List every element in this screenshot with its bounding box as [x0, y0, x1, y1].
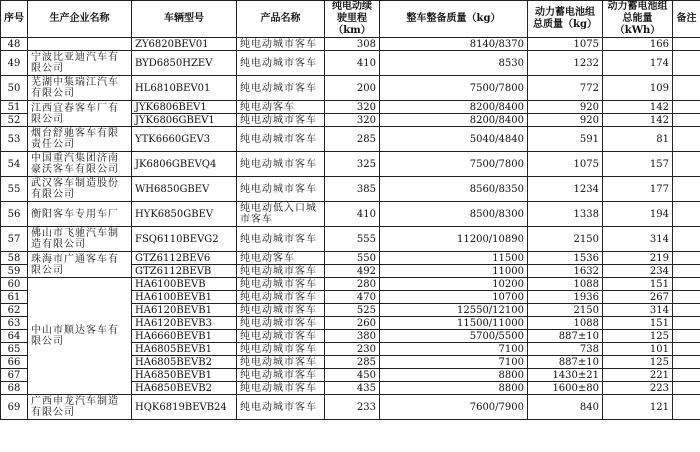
cell-remark	[673, 76, 700, 101]
cell-remark	[673, 101, 700, 114]
cell-model: HA6120BEVB3	[132, 317, 237, 330]
cell-range: 200	[325, 76, 380, 101]
cell-range: 410	[325, 51, 380, 76]
cell-product: 纯电动城市客车	[237, 265, 325, 278]
cell-maker: 芜湖中集瑞江汽车有限公司	[28, 76, 132, 101]
cell-remark	[673, 317, 700, 330]
cell-battery-energy: 234	[603, 265, 673, 278]
cell-battery-energy: 121	[603, 395, 673, 420]
cell-remark	[673, 152, 700, 177]
cell-product: 纯电动客车	[237, 252, 325, 265]
cell-product: 纯电动城市客车	[237, 38, 325, 51]
cell-model: HA6120BEVB1	[132, 304, 237, 317]
cell-seq: 54	[1, 152, 28, 177]
cell-range: 380	[325, 330, 380, 343]
cell-battery-energy: 151	[603, 317, 673, 330]
cell-mass: 10200	[380, 278, 528, 291]
cell-remark	[673, 177, 700, 202]
cell-battery-mass: 2150	[528, 227, 603, 252]
cell-battery-energy: 267	[603, 291, 673, 304]
cell-seq: 61	[1, 291, 28, 304]
header-battery-mass: 动力蓄电池组总质量（kg）	[528, 1, 603, 38]
cell-remark	[673, 252, 700, 265]
cell-range: 470	[325, 291, 380, 304]
table-row	[1, 101, 700, 114]
cell-maker: 武汉客车制造股份有限公司	[28, 177, 132, 202]
cell-mass: 7100	[380, 343, 528, 356]
cell-range: 550	[325, 252, 380, 265]
cell-maker: 烟台舒驰客车有限责任公司	[28, 127, 132, 152]
cell-product: 纯电动城市客车	[237, 291, 325, 304]
cell-product: 纯电动客车	[237, 101, 325, 114]
cell-battery-mass: 738	[528, 343, 603, 356]
cell-model: FSQ6110BEVG2	[132, 227, 237, 252]
cell-battery-energy: 125	[603, 330, 673, 343]
cell-battery-mass: 1075	[528, 38, 603, 51]
cell-seq: 60	[1, 278, 28, 291]
cell-battery-mass: 1088	[528, 317, 603, 330]
cell-battery-energy: 221	[603, 369, 673, 382]
cell-seq: 57	[1, 227, 28, 252]
cell-seq: 63	[1, 317, 28, 330]
cell-range: 285	[325, 356, 380, 369]
cell-product: 纯电动城市客车	[237, 395, 325, 420]
cell-model: JYK6806GBEV1	[132, 114, 237, 127]
cell-mass: 11500	[380, 252, 528, 265]
cell-battery-energy: 166	[603, 38, 673, 51]
cell-battery-energy: 219	[603, 252, 673, 265]
cell-range: 230	[325, 343, 380, 356]
cell-model: HA6850BEVB2	[132, 382, 237, 395]
cell-model: WH6850GBEV	[132, 177, 237, 202]
header-row	[1, 1, 700, 38]
cell-seq: 58	[1, 252, 28, 265]
cell-range: 260	[325, 317, 380, 330]
cell-battery-mass: 1632	[528, 265, 603, 278]
table-row	[1, 38, 700, 51]
cell-battery-energy: 125	[603, 356, 673, 369]
cell-mass: 8530	[380, 51, 528, 76]
cell-model: HQK6819BEVB24	[132, 395, 237, 420]
table-row	[1, 51, 700, 76]
cell-mass: 5040/4840	[380, 127, 528, 152]
cell-product: 纯电动城市客车	[237, 177, 325, 202]
cell-battery-mass: 1075	[528, 152, 603, 177]
cell-battery-mass: 887±10	[528, 356, 603, 369]
cell-battery-mass: 2150	[528, 304, 603, 317]
cell-battery-mass: 1232	[528, 51, 603, 76]
cell-remark	[673, 38, 700, 51]
cell-product: 纯电动城市客车	[237, 304, 325, 317]
cell-maker: 衡阳客车专用车厂	[28, 202, 132, 227]
cell-model: HA6660BEVB1	[132, 330, 237, 343]
cell-product: 纯电动城市客车	[237, 317, 325, 330]
cell-product: 纯电动城市客车	[237, 369, 325, 382]
table-row	[1, 252, 700, 265]
cell-remark	[673, 382, 700, 395]
cell-mass: 8560/8350	[380, 177, 528, 202]
cell-battery-energy: 142	[603, 101, 673, 114]
cell-mass: 7100	[380, 356, 528, 369]
cell-range: 525	[325, 304, 380, 317]
cell-remark	[673, 291, 700, 304]
cell-product: 纯电动城市客车	[237, 152, 325, 177]
table-body	[1, 38, 700, 420]
cell-battery-mass: 840	[528, 395, 603, 420]
cell-mass: 8140/8370	[380, 38, 528, 51]
cell-seq: 69	[1, 395, 28, 420]
cell-remark	[673, 369, 700, 382]
header-remark: 备注	[673, 1, 700, 38]
cell-maker: 中山市顺达客车有限公司	[28, 278, 132, 395]
cell-mass: 11200/10890	[380, 227, 528, 252]
cell-range: 555	[325, 227, 380, 252]
cell-battery-energy: 109	[603, 76, 673, 101]
cell-product: 纯电动城市客车	[237, 51, 325, 76]
header-battery-energy: 动力蓄电池组总能量（kWh）	[603, 1, 673, 38]
cell-range: 410	[325, 202, 380, 227]
cell-seq: 64	[1, 330, 28, 343]
table-row	[1, 227, 700, 252]
cell-maker: 佛山市飞驰汽车制造有限公司	[28, 227, 132, 252]
cell-maker: 珠海市广通客车有限公司	[28, 252, 132, 278]
cell-model: JK6806GBEVQ4	[132, 152, 237, 177]
cell-model: JYK6806BEV1	[132, 101, 237, 114]
cell-remark	[673, 51, 700, 76]
cell-remark	[673, 395, 700, 420]
cell-range: 320	[325, 114, 380, 127]
cell-battery-mass: 1536	[528, 252, 603, 265]
cell-range: 233	[325, 395, 380, 420]
cell-remark	[673, 202, 700, 227]
cell-mass: 12550/12100	[380, 304, 528, 317]
cell-remark	[673, 330, 700, 343]
table-row	[1, 395, 700, 420]
cell-model: HA6850BEVB1	[132, 369, 237, 382]
cell-mass: 8500/8300	[380, 202, 528, 227]
table-row	[1, 278, 700, 291]
cell-model: HL6810BEV01	[132, 76, 237, 101]
table-row	[1, 127, 700, 152]
cell-seq: 67	[1, 369, 28, 382]
cell-battery-energy: 81	[603, 127, 673, 152]
cell-maker	[28, 38, 132, 51]
cell-battery-energy: 151	[603, 278, 673, 291]
cell-range: 325	[325, 152, 380, 177]
cell-product: 纯电动城市客车	[237, 330, 325, 343]
cell-product: 纯电动城市客车	[237, 227, 325, 252]
cell-battery-energy: 101	[603, 343, 673, 356]
cell-remark	[673, 114, 700, 127]
cell-range: 450	[325, 369, 380, 382]
header-mass: 整车整备质量（kg）	[380, 1, 528, 38]
cell-battery-energy: 142	[603, 114, 673, 127]
cell-product: 纯电动城市客车	[237, 382, 325, 395]
cell-maker: 宁波比亚迪汽车有限公司	[28, 51, 132, 76]
cell-range: 280	[325, 278, 380, 291]
cell-seq: 55	[1, 177, 28, 202]
cell-range: 308	[325, 38, 380, 51]
cell-seq: 66	[1, 356, 28, 369]
cell-mass: 7500/7800	[380, 152, 528, 177]
cell-model: YTK6660GEV3	[132, 127, 237, 152]
cell-seq: 49	[1, 51, 28, 76]
cell-seq: 53	[1, 127, 28, 152]
header-maker: 生产企业名称	[28, 1, 132, 38]
cell-range: 435	[325, 382, 380, 395]
table-row	[1, 76, 700, 101]
table-row	[1, 177, 700, 202]
cell-range: 320	[325, 101, 380, 114]
cell-battery-energy: 194	[603, 202, 673, 227]
cell-mass: 11000	[380, 265, 528, 278]
cell-battery-mass: 591	[528, 127, 603, 152]
cell-mass: 8200/8400	[380, 114, 528, 127]
cell-product: 纯电动城市客车	[237, 343, 325, 356]
cell-seq: 51	[1, 101, 28, 114]
cell-remark	[673, 278, 700, 291]
cell-product: 纯电动城市客车	[237, 127, 325, 152]
cell-mass: 8800	[380, 382, 528, 395]
cell-model: GTZ6112BEV6	[132, 252, 237, 265]
cell-remark	[673, 356, 700, 369]
cell-model: HA6805BEVB1	[132, 343, 237, 356]
cell-model: HYK6850GBEV	[132, 202, 237, 227]
cell-battery-mass: 1600±80	[528, 382, 603, 395]
cell-model: HA6100BEVB	[132, 278, 237, 291]
cell-maker: 广西申龙汽车制造有限公司	[28, 395, 132, 420]
cell-mass: 8800	[380, 369, 528, 382]
cell-battery-energy: 223	[603, 382, 673, 395]
cell-range: 492	[325, 265, 380, 278]
cell-product: 纯电动低入口城市客车	[237, 202, 325, 227]
cell-battery-energy: 314	[603, 304, 673, 317]
cell-seq: 68	[1, 382, 28, 395]
header-product: 产品名称	[237, 1, 325, 38]
cell-battery-mass: 772	[528, 76, 603, 101]
cell-model: ZY6820BEV01	[132, 38, 237, 51]
cell-battery-mass: 1234	[528, 177, 603, 202]
header-range: 纯电动续驶里程（km）	[325, 1, 380, 38]
cell-seq: 48	[1, 38, 28, 51]
cell-remark	[673, 304, 700, 317]
cell-remark	[673, 227, 700, 252]
cell-seq: 56	[1, 202, 28, 227]
cell-mass: 5700/5500	[380, 330, 528, 343]
cell-battery-mass: 1338	[528, 202, 603, 227]
cell-battery-mass: 1430±21	[528, 369, 603, 382]
cell-remark	[673, 343, 700, 356]
cell-battery-energy: 157	[603, 152, 673, 177]
cell-product: 纯电动城市客车	[237, 114, 325, 127]
cell-model: GTZ6112BEVB	[132, 265, 237, 278]
cell-seq: 59	[1, 265, 28, 278]
cell-product: 纯电动城市客车	[237, 278, 325, 291]
cell-mass: 10700	[380, 291, 528, 304]
cell-seq: 65	[1, 343, 28, 356]
header-model: 车辆型号	[132, 1, 237, 38]
cell-battery-mass: 1936	[528, 291, 603, 304]
cell-model: HA6805BEVB2	[132, 356, 237, 369]
cell-seq: 52	[1, 114, 28, 127]
cell-battery-energy: 174	[603, 51, 673, 76]
cell-battery-mass: 920	[528, 114, 603, 127]
cell-battery-mass: 920	[528, 101, 603, 114]
table-row	[1, 152, 700, 177]
cell-remark	[673, 127, 700, 152]
cell-mass: 7500/7800	[380, 76, 528, 101]
cell-product: 纯电动城市客车	[237, 76, 325, 101]
cell-range: 285	[325, 127, 380, 152]
cell-battery-mass: 1088	[528, 278, 603, 291]
cell-remark	[673, 265, 700, 278]
cell-mass: 7600/7900	[380, 395, 528, 420]
cell-mass: 8200/8400	[380, 101, 528, 114]
cell-maker: 江西宜春客车厂有限公司	[28, 101, 132, 127]
cell-seq: 50	[1, 76, 28, 101]
header-seq: 序号	[1, 1, 28, 38]
cell-battery-mass: 887±10	[528, 330, 603, 343]
cell-model: BYD6850HZEV	[132, 51, 237, 76]
table-row	[1, 202, 700, 227]
cell-battery-energy: 177	[603, 177, 673, 202]
cell-mass: 11500/11000	[380, 317, 528, 330]
cell-model: HA6100BEVB1	[132, 291, 237, 304]
cell-seq: 62	[1, 304, 28, 317]
cell-maker: 中国重汽集团济南豪沃客车有限公司	[28, 152, 132, 177]
cell-range: 385	[325, 177, 380, 202]
cell-product: 纯电动城市客车	[237, 356, 325, 369]
cell-battery-energy: 314	[603, 227, 673, 252]
